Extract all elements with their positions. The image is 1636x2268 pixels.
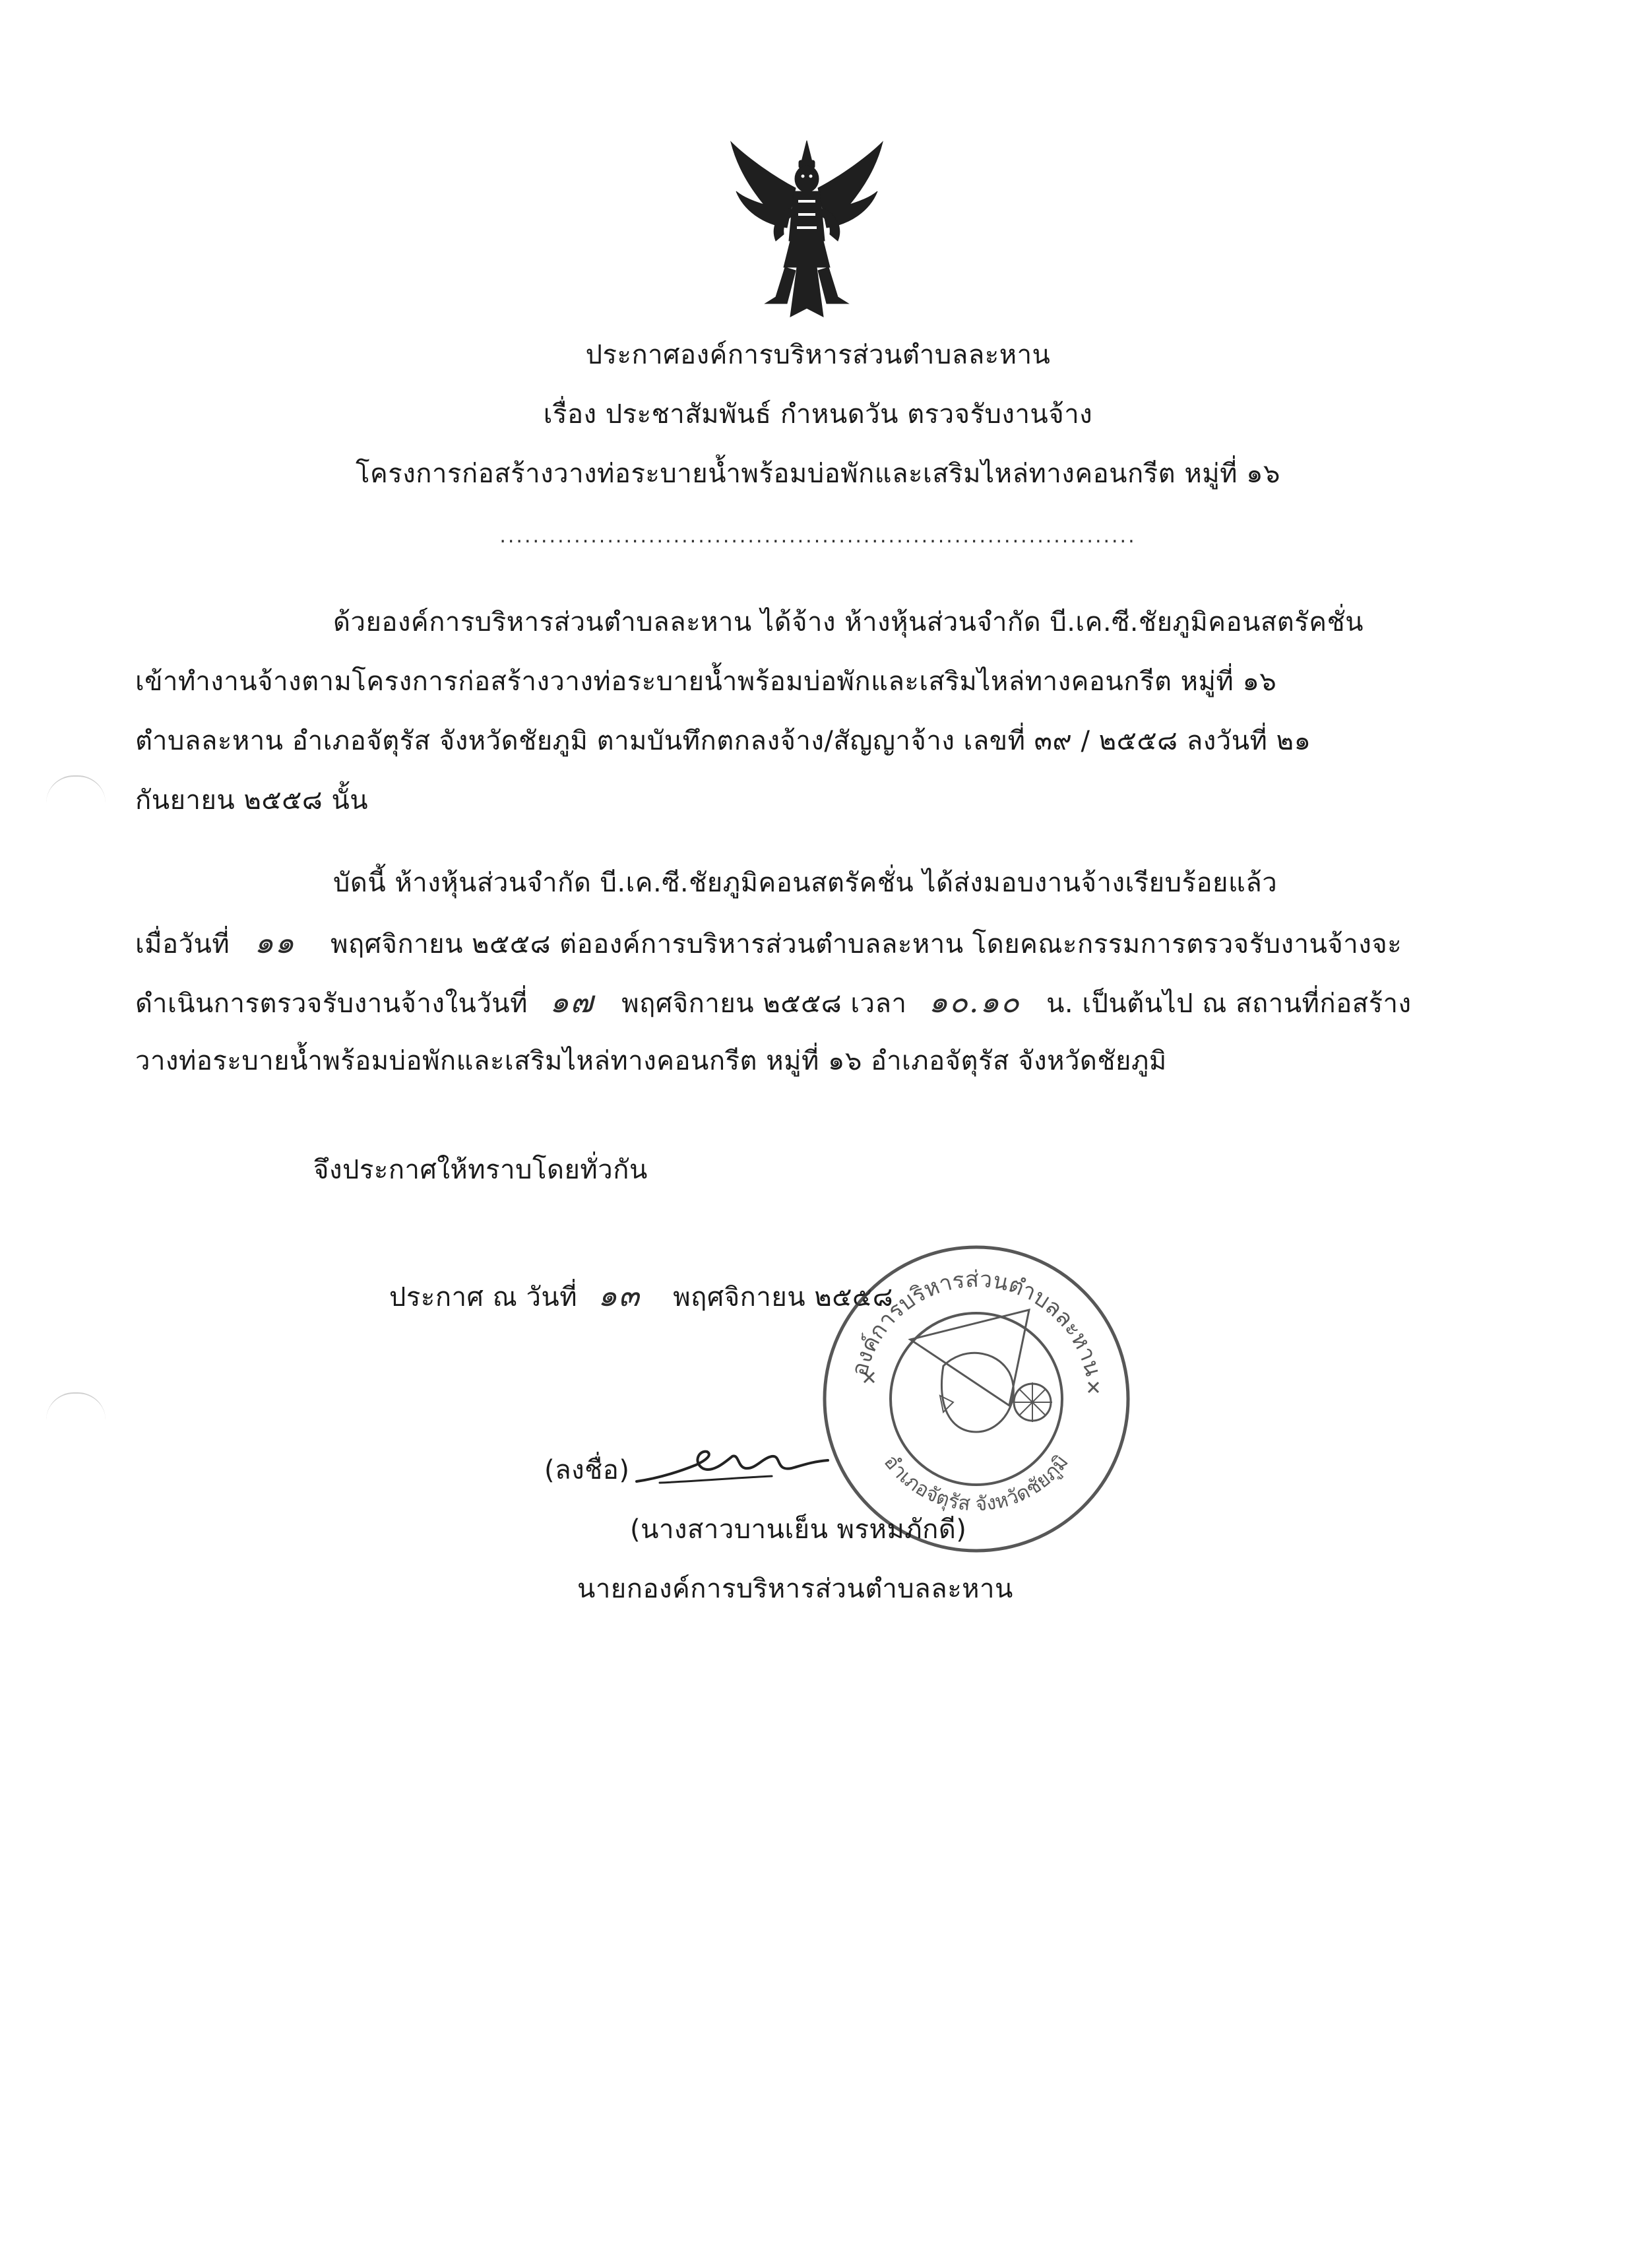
stamp-text-bottom: อำเภอจัตุรัส จังหวัดชัยภูมิ [879, 1450, 1073, 1516]
paragraph2-line4: วางท่อระบายน้ำพร้อมบ่อพักและเสริมไหล่ทางคอนกรีต หมู่ที่ ๑๖ อำเภอจัตุรัส จังหวัดชัยภูมิ [135, 1046, 1167, 1076]
project-name: โครงการก่อสร้างวางท่อระบายน้ำพร้อมบ่อพักและเสริมไหล่ทางคอนกรีต หมู่ที่ ๑๖ [356, 459, 1280, 489]
announcement-month-year: พฤศจิกายน ๒๕๕๘ [673, 1282, 894, 1312]
paragraph1-line4: กันยายน ๒๕๕๘ นั้น [135, 785, 369, 816]
stamp-text-top: องค์การบริหารส่วนตำบลละหาน [846, 1266, 1107, 1379]
inspection-place-label: น. เป็นต้นไป ณ สถานที่ก่อสร้าง [1046, 988, 1412, 1019]
paragraph1-line2: เข้าทำงานจ้างตามโครงการก่อสร้างวางท่อระบายน้ำพร้อมบ่อพักและเสริมไหล่ทางคอนกรีต หมู่ที่ ๑๖ [135, 666, 1277, 697]
garuda-emblem-icon [724, 135, 889, 323]
svg-text:อำเภอจัตุรัส จังหวัดชัยภูมิ [879, 1450, 1073, 1516]
paragraph2-line1: บัดนี้ ห้างหุ้นส่วนจำกัด บี.เค.ซี.ชัยภูมิคอนสตรัคชั่น ได้ส่งมอบงานจ้างเรียบร้อยแล้ว [333, 868, 1278, 898]
handwritten-delivery-day: ๑๑ [254, 924, 296, 960]
delivery-date-label: เมื่อวันที่ [135, 929, 230, 959]
punch-hole-mark [46, 1392, 106, 1420]
paragraph1-line3: ตำบลละหาน อำเภอจัตุรัส จังหวัดชัยภูมิ ตามบันทึกตกลงจ้าง/สัญญาจ้าง เลขที่ ๓๙ / ๒๕๕๘ ลงวันที่ ๒๑ [135, 726, 1311, 756]
paragraph2-line2 [135, 924, 1402, 963]
inspection-month-time-label: พฤศจิกายน ๒๕๕๘ เวลา [621, 988, 907, 1019]
closing-statement: จึงประกาศให้ทราบโดยทั่วกัน [313, 1155, 648, 1185]
signer-name: (นางสาวบานเย็น พรหมภักดี) [630, 1514, 967, 1545]
handwritten-announcement-day: ๑๓ [598, 1278, 641, 1313]
handwritten-signature [633, 1442, 831, 1495]
announcement-title: ประกาศองค์การบริหารส่วนตำบลละหาน [585, 340, 1051, 370]
handwritten-inspection-time: ๑๐.๑๐ [928, 984, 1021, 1020]
sign-label: (ลงชื่อ) [544, 1455, 630, 1485]
signer-position: นายกองค์การบริหารส่วนตำบลละหาน [577, 1574, 1013, 1604]
delivery-date-rest: พฤศจิกายน ๒๕๕๘ ต่อองค์การบริหารส่วนตำบลละหาน โดยคณะกรรมการตรวจรับงานจ้างจะ [330, 929, 1402, 959]
header-divider: ............................................................................. [499, 525, 1137, 548]
paragraph1-line1: ด้วยองค์การบริหารส่วนตำบลละหาน ได้จ้าง ห้างหุ้นส่วนจำกัด บี.เค.ซี.ชัยภูมิคอนสตรัคชั่น [333, 607, 1364, 637]
handwritten-inspection-day: ๑๗ [550, 984, 595, 1020]
inspection-date-label: ดำเนินการตรวจรับงานจ้างในวันที่ [135, 988, 528, 1019]
punch-hole-mark [46, 775, 106, 803]
announcement-date-label: ประกาศ ณ วันที่ [389, 1282, 578, 1312]
paragraph2-line3 [135, 983, 1412, 1022]
subject-line: เรื่อง ประชาสัมพันธ์ กำหนดวัน ตรวจรับงานจ้าง [543, 399, 1093, 430]
